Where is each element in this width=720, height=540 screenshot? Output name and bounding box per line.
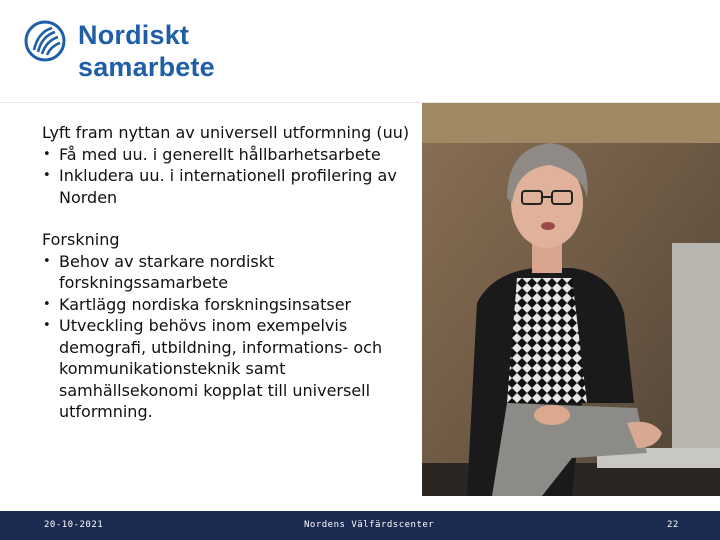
bullet-item: • Få med uu. i generellt hållbarhetsarbete: [42, 144, 412, 166]
section-heading: Forskning: [42, 230, 120, 249]
bullet-list: [42, 251, 412, 423]
bullet-item: • Utveckling behövs inom exempelvis demografi, utbildning, informations- och kommunikationsteknik samt samhällsekonomi kopplat till universell utformning.: [42, 315, 412, 423]
swan-icon: [24, 20, 66, 62]
logo-text-line1: Nordiskt: [78, 20, 190, 50]
speaker-photo-illustration: [422, 103, 720, 496]
nordiskt-samarbete-logo: [24, 20, 244, 84]
footer-organization: Nordens Välfärdscenter: [304, 520, 435, 530]
bullet-list: [42, 144, 412, 209]
bullet-item: • Inkludera uu. i internationell profilering av Norden: [42, 165, 412, 208]
section-research: [42, 229, 412, 423]
speaker-photo: [422, 103, 720, 496]
footer-date: 20-10-2021: [44, 520, 104, 530]
bullet-item: • Behov av starkare nordiskt forskningssamarbete: [42, 251, 412, 294]
bullet-item: • Kartlägg nordiska forskningsinsatser: [42, 294, 412, 316]
slide-body: [42, 122, 412, 423]
page-number: 22: [667, 520, 679, 530]
section-heading: Lyft fram nyttan av universell utformning (uu): [42, 123, 410, 142]
section-universal-design: [42, 122, 412, 208]
logo-text-line2: samarbete: [78, 52, 215, 82]
slide-footer: [0, 511, 720, 540]
